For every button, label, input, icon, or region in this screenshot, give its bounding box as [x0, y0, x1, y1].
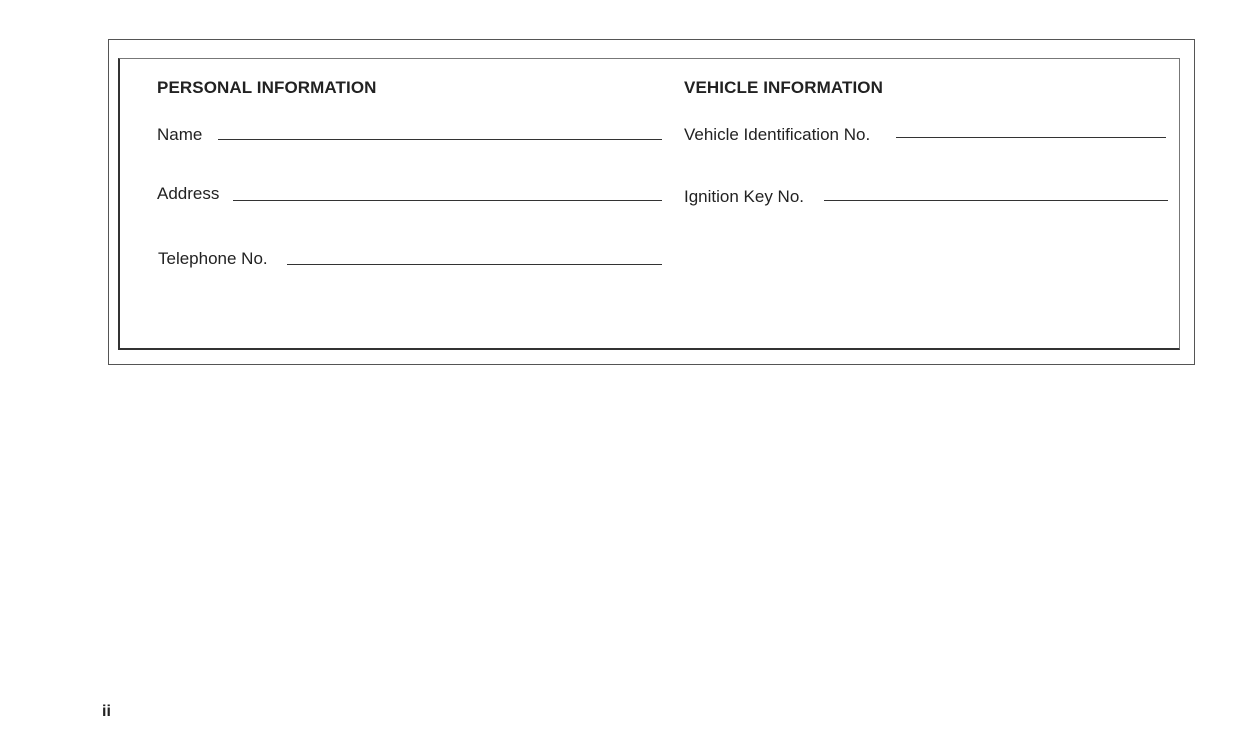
telephone-label: Telephone No. [158, 249, 268, 268]
name-field[interactable] [218, 139, 662, 140]
vehicle-identification-field[interactable] [896, 137, 1166, 138]
personal-information-heading: PERSONAL INFORMATION [157, 78, 377, 97]
name-label: Name [157, 125, 203, 144]
ignition-key-field[interactable] [824, 200, 1168, 201]
vehicle-identification-label: Vehicle Identification No. [684, 125, 871, 144]
telephone-field[interactable] [287, 264, 662, 265]
address-field[interactable] [233, 200, 662, 201]
page-number: ii [102, 703, 111, 720]
form-inner-frame [118, 58, 1180, 350]
ignition-key-label: Ignition Key No. [684, 187, 805, 206]
vehicle-information-heading: VEHICLE INFORMATION [684, 78, 883, 97]
address-label: Address [157, 184, 220, 203]
